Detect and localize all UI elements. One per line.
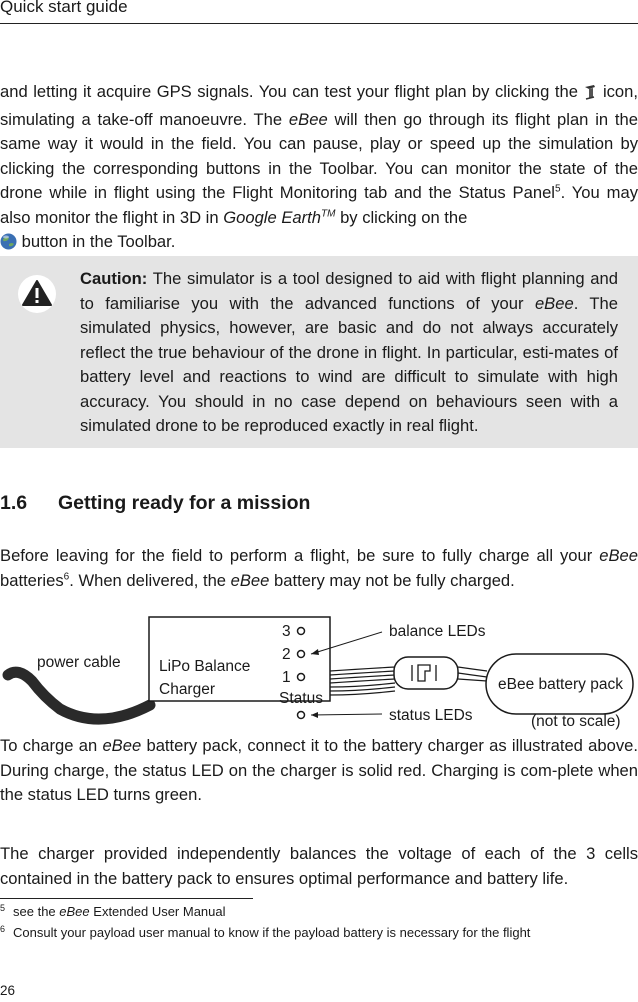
footnote-6: $^6$ Consult your payload user manual to know if the payload battery is necessary for the flight	[0, 923, 531, 940]
status-led	[298, 712, 305, 719]
balancing-paragraph: The charger provided independently balances the voltage of each of the 3 cells contained in the battery pack to ensures optimal performance and battery life.	[0, 844, 638, 888]
status-leds-pointer	[311, 714, 382, 715]
led-3-label: 3	[282, 623, 291, 640]
footnote-ref-5: 5	[555, 183, 561, 195]
balance-led-3	[298, 628, 305, 635]
charger-label-line1: LiPo Balance	[159, 658, 251, 675]
section-number: 1.6	[0, 492, 28, 514]
status-label: Status	[279, 690, 323, 707]
section-heading	[0, 492, 310, 515]
balance-led-2	[298, 651, 305, 658]
footnote-ref-6: 6	[63, 570, 70, 582]
caution-box	[0, 256, 638, 448]
footnote-rule	[0, 898, 253, 899]
charging-paragraph: To charge an eBee battery pack, connect it to the battery charger as illustrated above. During charge, the status LED on the charger is solid red. Charging is com-plete when the status LED turns green.	[0, 736, 638, 804]
section-title: Getting ready for a mission	[58, 492, 311, 514]
takeoff-icon	[583, 83, 597, 108]
power-cable	[8, 672, 150, 719]
battery-pack-label: eBee battery pack	[498, 676, 623, 693]
power-cable-label: power cable	[37, 654, 121, 671]
warning-icon	[17, 274, 57, 319]
google-earth-icon	[0, 233, 17, 258]
balance-leds-label: balance LEDs	[389, 623, 486, 640]
page-number: 26	[0, 983, 16, 998]
footnote-5: $^5$ see the eBee Extended User Manual	[0, 902, 226, 919]
led-1-label: 1	[282, 669, 291, 686]
led-2-label: 2	[282, 646, 291, 663]
header-rule	[0, 23, 638, 24]
charger-label-line2: Charger	[159, 681, 215, 698]
balance-led-1	[298, 674, 305, 681]
status-leds-label: status LEDs	[389, 707, 473, 724]
balance-connector	[394, 657, 458, 689]
running-header: Quick start guide	[0, 0, 128, 16]
charger-diagram	[0, 605, 638, 735]
caution-text: Caution: The simulator is a tool designed to aid with flight planning and to familiarise you with the advanced functions of your eBee. The simulated physics, however, are basic and do not always accurately reflect the true behaviour of the drone in flight. In particular, esti-mates of battery level and reactions to wind are difficult to simulate with high accuracy. You should in no case depend on behaviours seen with a simulated drone to be reproduced exactly in real flight.	[80, 269, 619, 435]
balance-wires	[330, 667, 395, 695]
not-to-scale-label: (not to scale)	[531, 713, 621, 730]
simulation-paragraph: and letting it acquire GPS signals. You can test your flight plan by clicking the icon, simulating a take-off manoeuvre. The eBee will then go through its flight plan in the same way it would in the field. You can pause, play or speed up the simulation by clicking the corresponding buttons in the Toolbar. You can monitor the state of the drone while in flight using the Flight Monitoring tab and the Status Panel$^5$. You may also monitor the flight in 3D in Google Earth™ by clicking on the button in the Toolbar.	[0, 80, 638, 258]
batteries-paragraph: Before leaving for the field to perform a flight, be sure to fully charge all your eBee batteries$^6$. When delivered, the eBee battery may not be fully charged.	[0, 546, 638, 590]
